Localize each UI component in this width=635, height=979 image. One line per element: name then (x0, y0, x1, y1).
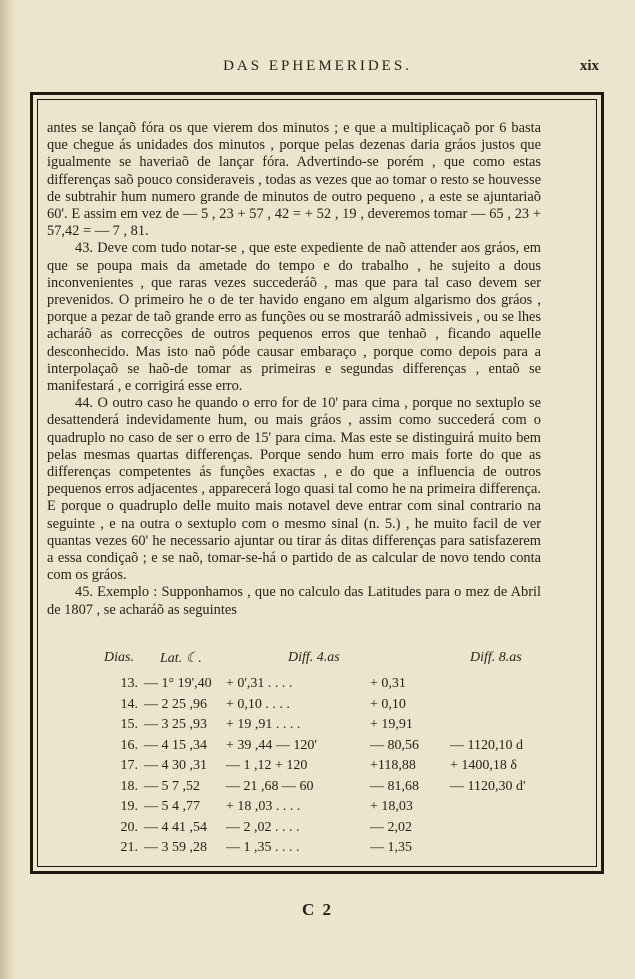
table-row (30, 820, 600, 841)
cell-d4b: +118,88 (370, 758, 416, 773)
cell-d4b: + 19,91 (370, 717, 413, 732)
cell-lat: — 4 15 ,34 (144, 737, 207, 753)
cell-d4a: + 39 ,44 — 120' (226, 737, 317, 753)
cell-dia: 19. (120, 799, 138, 814)
cell-dia: 21. (120, 840, 138, 855)
cell-d4b: + 0,10 (370, 696, 406, 712)
cell-d4b: + 0,31 (370, 676, 406, 691)
cell-dia: 15. (120, 717, 138, 732)
cell-d4b: — 1,35 (370, 840, 412, 855)
paragraph-45: 45. Exemplo : Supponhamos , que no calculo das Latitudes para o mez de Abril de 1807 , se acharáõ as seguintes (47, 584, 541, 618)
cell-lat: — 5 4 ,77 (144, 799, 200, 814)
paragraph-44: 44. O outro caso he quando o erro for de 10' para cima , porque no sextuplo se desattenderá indevidamente hum, ou mais gráos , assim como succederá com o quadruplo no caso de ser o erro de 15' para cima. Mas este se distinguirá muito bem pelas mesmas quartas differenças. Porque sendo hum erro mais forte do que as differenças competentes ás funções exactas , e do que a influencia de outros pequenos erros adjacentes , apparecerá logo quasi tal como he na primeira differença. E porque o quadruplo delle muito mais notavel deve entrar com sinal contrario na seguinte , e na outra o sextuplo com o mesmo sinal (n. 5.) , he muito facil de ver quantas vezes 60' he necessario ajuntar ou tirar ás ditas differenças para satisfazerem a essa condiçaõ ; e se naõ, tomar-se-há o partido de as calcular de novo tendo conta com os gráos. (47, 395, 541, 584)
latitude-table (30, 650, 600, 861)
table-row (30, 758, 600, 779)
cell-lat: — 5 7 ,52 (144, 778, 200, 794)
cell-lat: — 2 25 ,96 (144, 696, 207, 712)
signature-mark: C 2 (301, 900, 334, 919)
page-number: xix (579, 58, 599, 74)
table-row (30, 840, 600, 861)
table-row (30, 779, 600, 800)
cell-d4b: — 2,02 (370, 819, 412, 835)
cell-d4a: — 1 ,35 . . . . (226, 840, 300, 855)
table-row (30, 697, 600, 718)
paragraph-continued: antes se lançaõ fóra os que vierem dos minutos ; e que a multiplicaçaõ por 6 basta que chegue ás unidades dos minutos , porque pelas dezenas daria gráos justos que igualmente se haveriaõ de lançar fóra. Advertindo-se porém , que como estas differenças saõ pouco consideraveis , todas as vezes que ao tomar o resto se houvesse de subtrahir hum numero grande de minutos de outro pequeno , a este se ajuntariaõ 60'. E assim em vez de — 5 , 23 + 57 , 42 = + 52 , 19 , deveremos tomar — 65 , 23 + 57,42 = — 7 , 81. (47, 120, 541, 240)
body-text (47, 120, 541, 619)
cell-lat: — 4 41 ,54 (144, 819, 207, 835)
page-header (0, 58, 635, 80)
cell-d4a: — 21 ,68 — 60 (226, 778, 314, 794)
cell-d8: — 1120,10 d (450, 737, 523, 753)
header-diff4: Diff. 4.as (288, 650, 340, 665)
cell-d4a: — 2 ,02 . . . . (226, 819, 300, 835)
header-lat: Lat. ☾. (160, 651, 202, 666)
cell-lat: — 3 59 ,28 (144, 840, 207, 855)
cell-d4b: — 80,56 (370, 737, 419, 753)
header-diff8: Diff. 8.as (470, 650, 522, 665)
cell-lat: — 4 30 ,31 (144, 758, 207, 773)
cell-d4a: + 18 ,03 . . . . (226, 799, 301, 814)
cell-d4a: + 19 ,91 . . . . (226, 717, 301, 732)
page-edge (0, 0, 14, 979)
paragraph-43: 43. Deve com tudo notar-se , que este expediente de naõ attender aos gráos, em que se poupa mais da ametade do tempo e do trabalho , he sujeito a dous inconvenientes , que raras vezes succederáõ , mas que para tal caso devem ser prevenidos. O primeiro he o de ter havido engano em algum algarismo dos gráos , porque a pezar de taõ grande erro as funções ou se mostraráõ admissiveis , ou se lhes acharáõ as correcções de outros pequenos erros que tenhaõ , ficando aquelle desconhecido. Mas isto naõ póde causar embaraço , porque como depois para a interpolaçaõ se haõ-de tomar as primeiras e segundas differenças , entaõ se manifestará , e corrigirá esse erro. (47, 240, 541, 395)
table-row (30, 676, 600, 697)
table-row (30, 738, 600, 759)
cell-d8: — 1120,30 d' (450, 778, 526, 794)
cell-dia: 16. (120, 737, 138, 753)
cell-d4b: — 81,68 (370, 778, 419, 794)
cell-dia: 20. (120, 819, 138, 835)
table-body (30, 676, 600, 861)
cell-lat: — 3 25 ,93 (144, 717, 207, 732)
cell-dia: 17. (120, 758, 138, 773)
table-row (30, 799, 600, 820)
cell-d4a: — 1 ,12 + 120 (226, 758, 308, 773)
cell-d4a: + 0,10 . . . . (226, 696, 290, 712)
cell-d8: + 1400,18 δ (450, 758, 517, 773)
cell-lat: — 1° 19',40 (144, 676, 212, 691)
cell-dia: 14. (120, 696, 138, 712)
table-header (30, 650, 600, 676)
table-row (30, 717, 600, 738)
cell-dia: 18. (120, 778, 138, 794)
cell-dia: 13. (120, 676, 138, 691)
cell-d4b: + 18,03 (370, 799, 413, 814)
running-head: DAS EPHEMERIDES. (223, 58, 412, 74)
header-dias: Dias. (104, 650, 134, 665)
cell-d4a: + 0',31 . . . . (226, 676, 293, 691)
